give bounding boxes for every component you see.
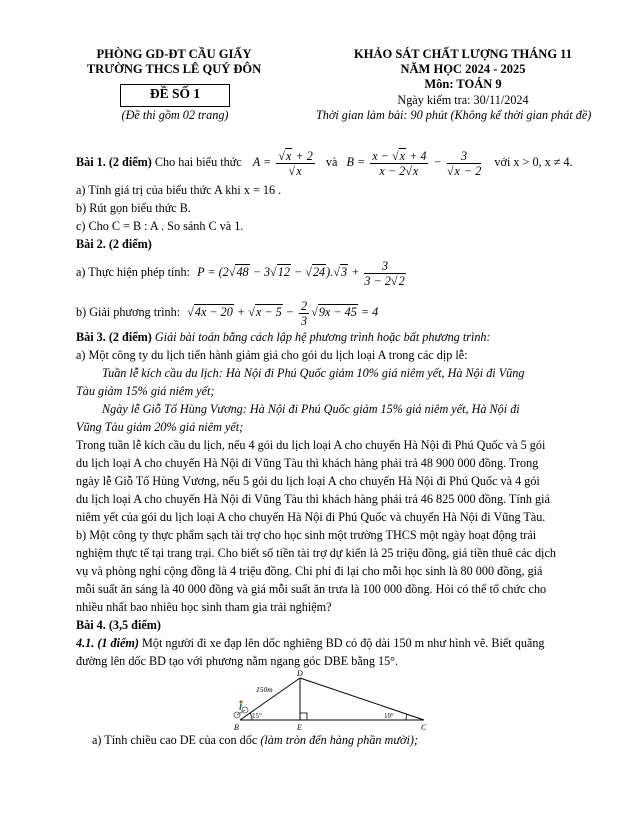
bai3-b-body-3: vụ và phòng nghỉ cộng đồng là 4 triệu đồng. Chi phí đi lại cho mỗi học sinh là 80 000 đồng, giá: [76, 564, 543, 578]
label-angle-B: 15°: [252, 712, 262, 720]
bai2-b-label: b) Giải phương trình:: [76, 305, 181, 319]
bai3-a-body-2: du lịch loại A cho chuyến Hà Nội đi Vũng Tàu thì khách hàng phải trả 48 900 000 đồng. Trong: [76, 456, 539, 470]
bai4-q41-label: 4.1. (1 điểm): [76, 636, 139, 650]
bai3-occasion2-l2: Vũng Tàu giảm 20% giá niêm yết;: [76, 420, 244, 434]
dept-name: PHÒNG GD-ĐT CẦU GIẤY: [96, 47, 252, 61]
label-C: C: [421, 723, 427, 732]
bai3-b-body-1: b) Một công ty thực phẩm sạch tài trợ cho học sinh một trường THCS một ngày hoạt động trải: [76, 528, 537, 542]
bai2-title: Bài 2. (2 điểm): [76, 237, 152, 251]
bai1-intro: Cho hai biểu thức: [154, 155, 242, 169]
bai2-b-line: [76, 295, 378, 329]
bai1-b: b) Rút gọn biểu thức B.: [76, 201, 191, 215]
bai1-title: Bài 1. (2 điểm): [76, 155, 152, 169]
bai1-condition: với x > 0, x ≠ 4.: [494, 155, 573, 169]
bai3-header: [76, 328, 572, 347]
bai3-b-body-2: nghiệm thực tế tại trang trại. Cho biết số tiền tài trợ dự kiến là 25 triệu đồng, giá tiền thuê các dịch: [76, 546, 556, 560]
slope-figure: [224, 668, 434, 734]
bai3-occasion1-l2: Tàu giảm 15% giá niêm yết;: [76, 384, 215, 398]
subject: Môn: TOÁN 9: [424, 77, 502, 91]
bai3-instruction: Giải bài toán bằng cách lập hệ phương trình hoặc bất phương trình:: [154, 330, 491, 344]
bai2-a-line: [76, 254, 408, 290]
bai4-q41-line2: đường lên dốc BD tạo với phương nằm ngang góc DBE bằng 15°.: [76, 654, 399, 668]
formula-A: A = $\frac{√x + 2}{√x}$: [252, 148, 313, 178]
school-name: TRƯỜNG THCS LÊ QUÝ ĐÔN: [86, 62, 262, 76]
bai3-a-body-3: ngày lễ Giỗ Tổ Hùng Vương, nếu 5 gói du lịch loại A cho chuyến Hà Nội đi Phú Quốc và 4 gói: [76, 474, 540, 488]
bai3-a-body-4: du lịch loại A cho chuyến Hà Nội đi Vũng Tàu thì khách hàng phải trả 46 825 000 đồng. Tính giá: [76, 492, 550, 506]
right-angle-mark: [300, 713, 307, 720]
bai4-a-line: [92, 733, 418, 748]
bai3-occasion2-l1: Ngày lễ Giỗ Tổ Hùng Vương: Hà Nội đi Phú Quốc giảm 15% giá niêm yết, Hà Nội đi: [102, 402, 520, 416]
label-E: E: [297, 723, 302, 732]
pages-note: (Đề thi gồm 02 trang): [121, 108, 229, 122]
bai1-a: a) Tính giá trị của biểu thức A khi x = 16 .: [76, 183, 282, 197]
label-length: 150m: [256, 685, 273, 694]
school-year: NĂM HỌC 2024 - 2025: [400, 62, 526, 76]
formula-P: P = (2√48 − 3√12 − √24).√3 + $\frac{3}{3 - 2√2}$: [197, 258, 405, 288]
label-D: D: [297, 669, 303, 678]
bai3-b-body-5: nhiều nhất bao nhiêu học sinh tham gia trải nghiệm?: [76, 600, 332, 614]
bai3-title: Bài 3. (2 điểm): [76, 330, 152, 344]
formula-eq: √4x − 20 + √x − 5 − $\frac{2}{3}$ √9x − 45 = 4: [187, 298, 379, 328]
formula-B: B = $\frac{x - √x + 4}{x - 2√x}$ − $\frac{3}{√x - 2}$: [346, 148, 482, 178]
bai3-occasion1-l1: Tuần lễ kích cầu du lịch: Hà Nội đi Phú Quốc giảm 10% giá niêm yết, Hà Nội đi Vũng: [102, 366, 525, 380]
bai3-a-body-1: Trong tuần lễ kích cầu du lịch, nếu 4 gói du lịch loại A cho chuyến Hà Nội đi Phú Quốc và 5 gói: [76, 438, 546, 452]
bai3-b-body-4: mỗi suất ăn sáng là 40 000 đồng và giá mỗi suất ăn trưa là 100 000 đồng. Hỏi có thể tổ chức cho: [76, 582, 547, 596]
bai4-a-note: (làm tròn đến hàng phần mười);: [260, 733, 419, 747]
exam-title: KHẢO SÁT CHẤT LƯỢNG THÁNG 11: [354, 47, 572, 61]
bai4-q41-text: Một người đi xe đạp lên dốc nghiêng BD có độ dài 150 m như hình vẽ. Biết quãng: [142, 636, 545, 650]
bai4-q41-line1: [76, 634, 572, 653]
label-B: B: [234, 723, 239, 732]
bai1-c: c) Cho C = B : A . So sánh C và 1.: [76, 219, 244, 233]
bai1-and: và: [325, 155, 338, 169]
exam-code: ĐỀ SỐ 1: [149, 86, 201, 101]
bai3-a-intro: a) Một công ty du lịch tiến hành giảm giá cho gói du lịch loại A trong các dịp lễ:: [76, 348, 468, 362]
bai4-title: Bài 4. (3,5 điểm): [76, 618, 161, 632]
bai2-a-label: a) Thực hiện phép tính:: [76, 265, 191, 279]
label-angle-C: 10°: [384, 712, 394, 720]
angle-arc-C: [406, 714, 407, 720]
duration: Thời gian làm bài: 90 phút (Không kể thời gian phát đề): [316, 108, 592, 122]
bai1-line: [76, 145, 573, 179]
bai4-a-label: a) Tính chiều cao DE của con dốc: [92, 733, 258, 747]
bai3-a-body-5: niêm yết của gói du lịch loại A cho chuyến Hà Nội đi Phú Quốc và chuyến Hà Nội đi Vũng Tàu.: [76, 510, 546, 524]
exam-date: Ngày kiểm tra: 30/11/2024: [397, 93, 529, 107]
segment-DC: [300, 678, 424, 720]
